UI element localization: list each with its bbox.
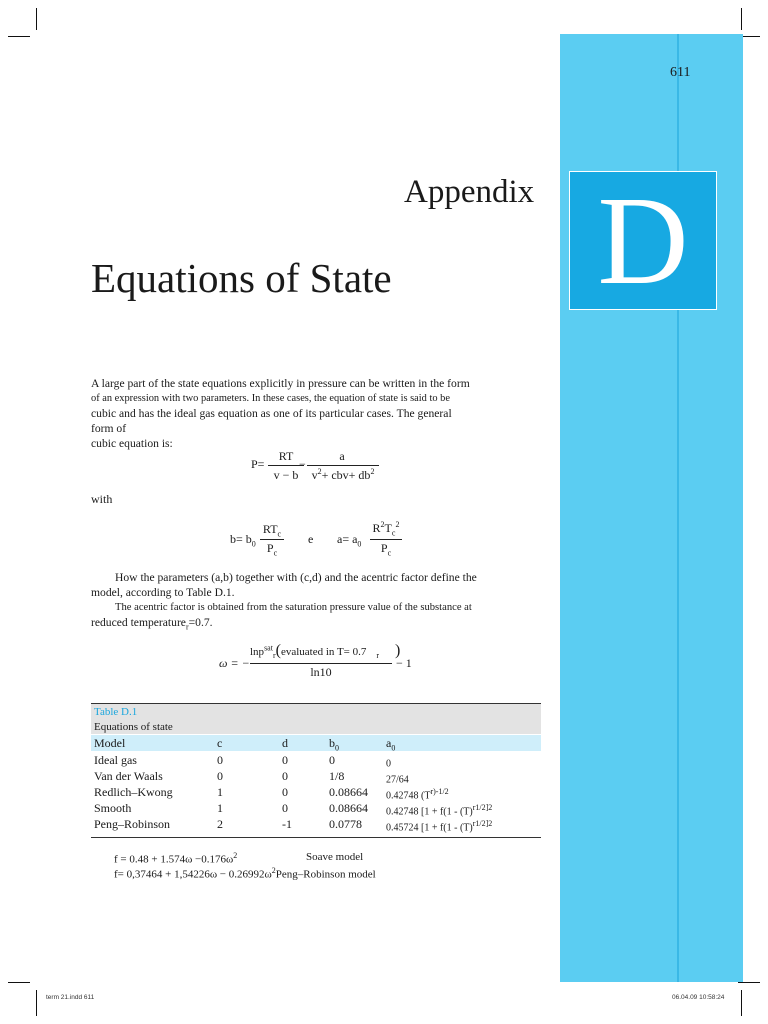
page-number: 611 — [670, 65, 691, 80]
footnote-sup: 2 — [233, 851, 238, 860]
crop-mark — [8, 982, 30, 983]
table-cell — [217, 784, 223, 800]
eq2-part: P — [266, 541, 274, 555]
table-cell-superscript: r1/2]2 — [472, 803, 493, 812]
eq3-sup: sat — [264, 643, 273, 653]
eq2-b-num — [258, 522, 286, 538]
table-header-row — [91, 735, 541, 751]
table-cell-text: 1/8 — [329, 769, 345, 783]
table-cell-text: Ideal gas — [94, 753, 137, 767]
eq1-den2-sup: 2 — [370, 467, 375, 476]
footnote-soave-label: Soave model — [306, 851, 364, 863]
para-line — [91, 615, 491, 634]
table-cell-text: 1 — [217, 785, 223, 799]
eq3-den: ln10 — [310, 665, 332, 679]
table-cell-text: Van der Waals — [94, 769, 163, 783]
fraction-bar — [250, 663, 392, 664]
table-cell — [217, 768, 223, 784]
eq1-minus: − — [299, 457, 306, 471]
table-cell — [94, 752, 137, 768]
eq2-part: b= b — [230, 532, 252, 546]
table-cell — [329, 784, 368, 800]
appendix-heading: Appendix — [404, 174, 535, 210]
table-cell — [282, 784, 288, 800]
eq1-den2-sup: 2 — [317, 467, 322, 476]
table-cell — [94, 784, 173, 800]
table-cell-text: 0.42748 [1 + f(1 - (T) — [386, 806, 473, 818]
table-cell — [282, 816, 292, 832]
table-cell-superscript: r1/2]2 — [472, 819, 493, 828]
table-cell-text: Smooth — [94, 801, 132, 815]
eq2-sub: 0 — [251, 539, 256, 549]
table-header-text: c — [217, 736, 223, 750]
table-cell-text: 0 — [282, 753, 288, 767]
table-cell-text: -1 — [282, 817, 292, 831]
eq2-sub: 0 — [357, 539, 362, 549]
table-cell — [386, 816, 492, 836]
eq3-part: lnp — [250, 646, 265, 658]
table-cell-text: 27/64 — [386, 774, 409, 786]
crop-mark — [36, 990, 37, 1016]
table-cell-text: Peng–Robinson — [94, 817, 171, 831]
eq2-sup: 2 — [380, 520, 385, 529]
table-cell — [282, 752, 288, 768]
crop-mark — [741, 8, 742, 30]
table-cell — [329, 800, 368, 816]
eq3-paren: ( — [275, 642, 281, 659]
eq2-sub: c — [273, 548, 278, 558]
eq3-rhs: − 1 — [396, 656, 412, 670]
intro-line: cubic and has the ideal gas equation as one of its particular cases. The general form of — [91, 407, 452, 435]
eq2-e: e — [308, 532, 314, 546]
table-cell — [217, 816, 223, 832]
table-cell-text: 0 — [329, 753, 335, 767]
eq2-sup: 2 — [395, 520, 400, 529]
eq1-den2 — [303, 467, 383, 483]
eq1-lhs: P= — [251, 457, 265, 471]
para-line: model, according to Table D.1. — [91, 586, 235, 599]
table-cell — [329, 816, 362, 832]
para-part: reduced temperature — [91, 616, 186, 629]
table-header-sub: 0 — [391, 743, 396, 753]
eq2-sub: c — [277, 529, 282, 539]
footnote-soave — [114, 851, 237, 866]
table-header-text: Model — [94, 736, 126, 750]
eq3-part: evaluated in T= 0.7 — [280, 646, 367, 658]
table-header-sub: 0 — [335, 743, 339, 753]
eq3-paren: ) — [395, 642, 401, 659]
table-cell-text: Redlich–Kwong — [94, 785, 173, 799]
table-cell-text: 0 — [217, 753, 223, 767]
table-cell — [217, 752, 223, 768]
table-header-text: a — [386, 736, 392, 750]
table-cell — [282, 800, 288, 816]
footnote-formula: f = 0.48 + 1.574ω −0.176ω — [114, 853, 234, 866]
eq2-sub: c — [387, 548, 392, 558]
intro-line: A large part of the state equations explicitly in pressure can be written in the form — [91, 377, 470, 390]
page-title: Equations of State — [91, 255, 392, 301]
eq1-den2-part: + cbv+ db — [321, 468, 371, 482]
footnote-label: Peng–Robinson model — [275, 868, 376, 881]
table-cell — [94, 800, 131, 816]
with-text: with — [91, 492, 113, 506]
table-cell-text: 0.08664 — [329, 801, 368, 815]
eq3-sub: r — [272, 651, 276, 661]
eq2-sub: c — [391, 528, 396, 538]
footnote-peng-robinson — [114, 866, 376, 881]
table-cell-text: 0 — [282, 801, 288, 815]
table-cell-text: 0.45724 [1 + f(1 - (T) — [386, 822, 473, 834]
table-bottom-rule — [91, 837, 541, 838]
intro-paragraph — [91, 376, 471, 451]
table-caption: Equations of state — [94, 721, 173, 733]
table-header-text: b — [329, 736, 335, 750]
eq2-part: RT — [262, 522, 278, 536]
eq2-part: P — [380, 541, 388, 555]
crop-mark — [36, 8, 37, 30]
table-cell-superscript: r)-1/2 — [430, 787, 449, 796]
table-cell-text: 0.42748 (T — [386, 790, 431, 802]
footnote-sup: 2 — [271, 866, 276, 875]
table-cell-text: 0 — [386, 758, 391, 770]
crop-mark — [741, 990, 742, 1016]
crop-mark — [738, 982, 760, 983]
table-cell — [282, 768, 288, 784]
eq2-a-den — [368, 541, 404, 557]
table-cell — [329, 752, 335, 768]
para-line: The acentric factor is obtained from the saturation pressure value of the substance at — [115, 602, 472, 613]
table-label: Table D.1 — [94, 706, 138, 718]
eq3-sub: r — [376, 651, 380, 661]
eq1-num2: a — [339, 449, 345, 463]
crop-mark — [8, 36, 30, 37]
eq3-lhs: ω = − — [219, 656, 250, 670]
eq2-part: a= a — [337, 532, 358, 546]
eq2-part: R — [372, 521, 381, 535]
table-header-text: d — [282, 736, 288, 750]
table-cell-text: 0 — [217, 769, 223, 783]
eq1-num1: RT — [278, 449, 294, 463]
eq2-b-lhs — [230, 532, 256, 548]
para-sub: r — [185, 622, 189, 632]
intro-line: cubic equation is: — [91, 437, 173, 450]
fraction-bar — [370, 539, 402, 540]
table-cell — [217, 800, 223, 816]
table-cell — [329, 768, 344, 784]
table-cell-text: 1 — [217, 801, 223, 815]
appendix-letter-box — [569, 171, 717, 310]
eq3-num — [250, 642, 410, 660]
intro-line: of an expression with two parameters. In these cases, the equation of state is said to be — [91, 393, 450, 404]
eq2-a-lhs — [337, 532, 361, 548]
table-cell-text: 2 — [217, 817, 223, 831]
table-cell-text: 0 — [282, 769, 288, 783]
eq2-a-num — [368, 520, 404, 537]
table-cell — [94, 816, 170, 832]
appendix-letter: D — [597, 172, 689, 311]
eq1-den2-part: v — [311, 468, 318, 482]
acentric-paragraph — [91, 570, 491, 634]
footnote-formula: f= 0,37464 + 1,54226ω − 0.26992ω — [114, 868, 272, 881]
table-cell-text: 0.0778 — [329, 817, 362, 831]
slug-filename: term 21.indd 611 — [46, 994, 95, 1001]
eq2-b-den — [258, 541, 286, 557]
table-cell-text: 0.08664 — [329, 785, 368, 799]
slug-timestamp: 06.04.09 10:58:24 — [672, 994, 725, 1001]
table-cell — [94, 768, 163, 784]
para-part: =0.7. — [188, 616, 213, 629]
para-line: How the parameters (a,b) together with (c,d) and the acentric factor define the — [115, 571, 477, 584]
table-cell-text: 0 — [282, 785, 288, 799]
eq2-part: T — [384, 521, 392, 535]
fraction-bar — [260, 539, 284, 540]
fraction-bar — [307, 465, 379, 466]
eq1-den1: v − b — [273, 468, 299, 482]
